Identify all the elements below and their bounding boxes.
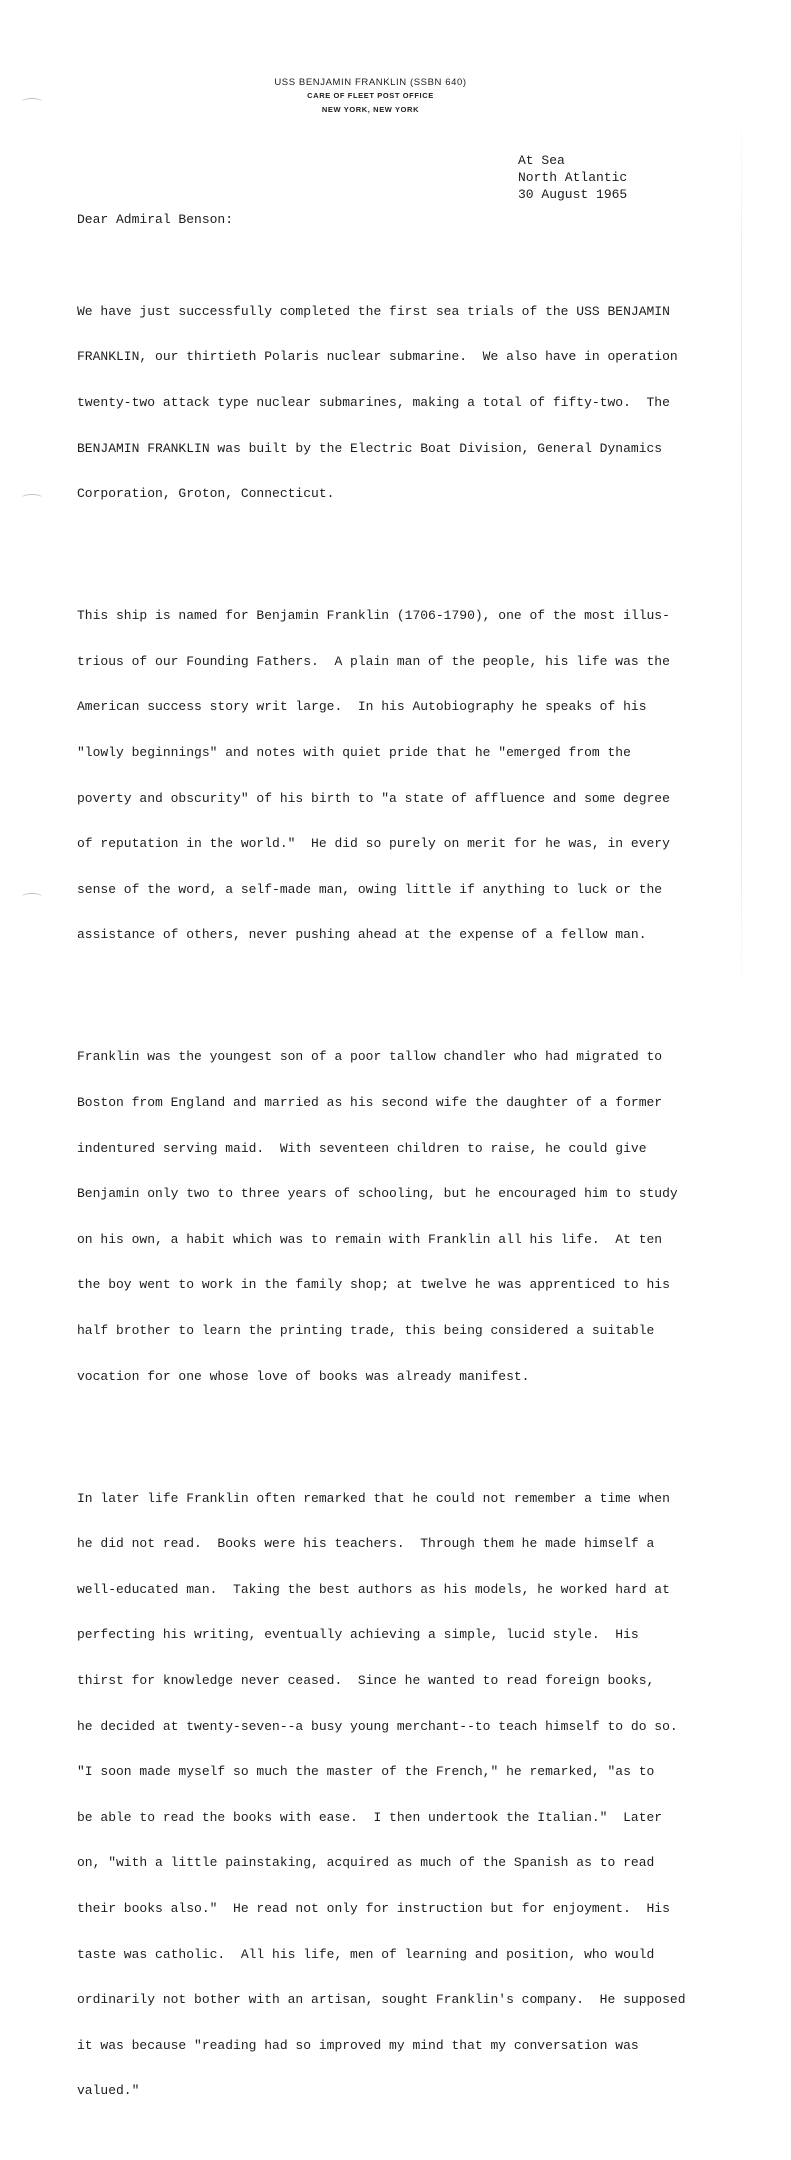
text-line: half brother to learn the printing trade, this being considered a suitable <box>77 1323 655 1339</box>
text-line: Benjamin only two to three years of schooling, but he encouraged him to study <box>77 1186 678 1202</box>
text-line: their books also." He read not only for instruction but for enjoyment. His <box>77 1901 670 1917</box>
salutation: Dear Admiral Benson: <box>77 212 234 227</box>
letterhead-ship-name: USS BENJAMIN FRANKLIN (SSBN 640) <box>274 77 467 88</box>
dateline-date: 30 August 1965 <box>518 187 628 202</box>
text-line: twenty-two attack type nuclear submarines, making a total of fifty-two. The <box>77 395 670 411</box>
text-line: assistance of others, never pushing ahead at the expense of a fellow man. <box>77 927 647 943</box>
text-line: Corporation, Groton, Connecticut. <box>77 486 335 502</box>
text-line: on his own, a habit which was to remain with Franklin all his life. At ten <box>77 1231 663 1247</box>
text-line: he did not read. Books were his teachers. Through them he made himself a <box>77 1536 655 1552</box>
paragraph <box>77 578 777 973</box>
text-line: "I soon made myself so much the master of the French," he remarked, "as to <box>77 1764 655 1780</box>
text-line: trious of our Founding Fathers. A plain man of the people, his life was the <box>77 653 670 669</box>
text-line: thirst for knowledge never ceased. Since he wanted to read foreign books, <box>77 1672 655 1688</box>
dateline <box>518 152 627 203</box>
text-line: "lowly beginnings" and notes with quiet pride that he "emerged from the <box>77 745 631 760</box>
dateline-location: At Sea <box>518 153 565 168</box>
paragraph <box>77 273 777 531</box>
text-line: of reputation in the world." He did so purely on merit for he was, in every <box>77 836 670 852</box>
text-line: poverty and obscurity" of his birth to "a state of affluence and some degree <box>77 790 670 806</box>
text-line: on, "with a little painstaking, acquired as much of the Spanish as to read <box>77 1855 655 1871</box>
text-line: In later life Franklin often remarked that he could not remember a time when <box>77 1490 670 1506</box>
text-line: BENJAMIN FRANKLIN was built by the Electric Boat Division, General Dynamics <box>77 440 663 456</box>
letterhead <box>0 76 791 117</box>
text-line: be able to read the books with ease. I then undertook the Italian." Later <box>77 1809 663 1825</box>
letterhead-city: NEW YORK, NEW YORK <box>321 105 420 114</box>
text-line: well-educated man. Taking the best authors as his models, he worked hard at <box>77 1581 670 1597</box>
text-line: Boston from England and married as his second wife the daughter of a former <box>77 1094 663 1110</box>
paragraph <box>77 1460 777 2129</box>
margin-hole-punch-mark <box>22 494 42 501</box>
text-line: We have just successfully completed the first sea trials of the USS BENJAMIN <box>77 303 670 319</box>
text-line: perfecting his writing, eventually achieving a simple, lucid style. His <box>77 1627 639 1643</box>
text-line: sense of the word, a self-made man, owing little if anything to luck or the <box>77 881 663 897</box>
text-line: ordinarily not bother with an artisan, sought Franklin's company. He supposed <box>77 1992 686 2008</box>
margin-hole-punch-mark <box>22 893 42 900</box>
text-line: vocation for one whose love of books was already manifest. <box>77 1368 530 1384</box>
text-line: indentured serving maid. With seventeen children to raise, he could give <box>77 1140 647 1156</box>
dateline-region: North Atlantic <box>518 170 628 185</box>
letter-body <box>77 243 777 2160</box>
paragraph <box>77 1019 777 1414</box>
text-line: American success story writ large. In his Autobiography he speaks of his <box>77 699 647 715</box>
text-line: Franklin was the youngest son of a poor tallow chandler who had migrated to <box>77 1049 663 1065</box>
text-line: valued." <box>77 2083 140 2099</box>
text-line: FRANKLIN, our thirtieth Polaris nuclear submarine. We also have in operation <box>77 349 678 365</box>
text-line: he decided at twenty-seven--a busy young merchant--to teach himself to do so. <box>77 1718 678 1734</box>
text-line: taste was catholic. All his life, men of learning and position, who would <box>77 1946 655 1962</box>
text-line: it was because "reading had so improved my mind that my conversation was <box>77 2037 639 2053</box>
letterhead-post-office: CARE OF FLEET POST OFFICE <box>307 91 434 100</box>
text-line: the boy went to work in the family shop; at twelve he was apprenticed to his <box>77 1277 670 1293</box>
text-line: This ship is named for Benjamin Franklin (1706-1790), one of the most illus- <box>77 608 670 624</box>
